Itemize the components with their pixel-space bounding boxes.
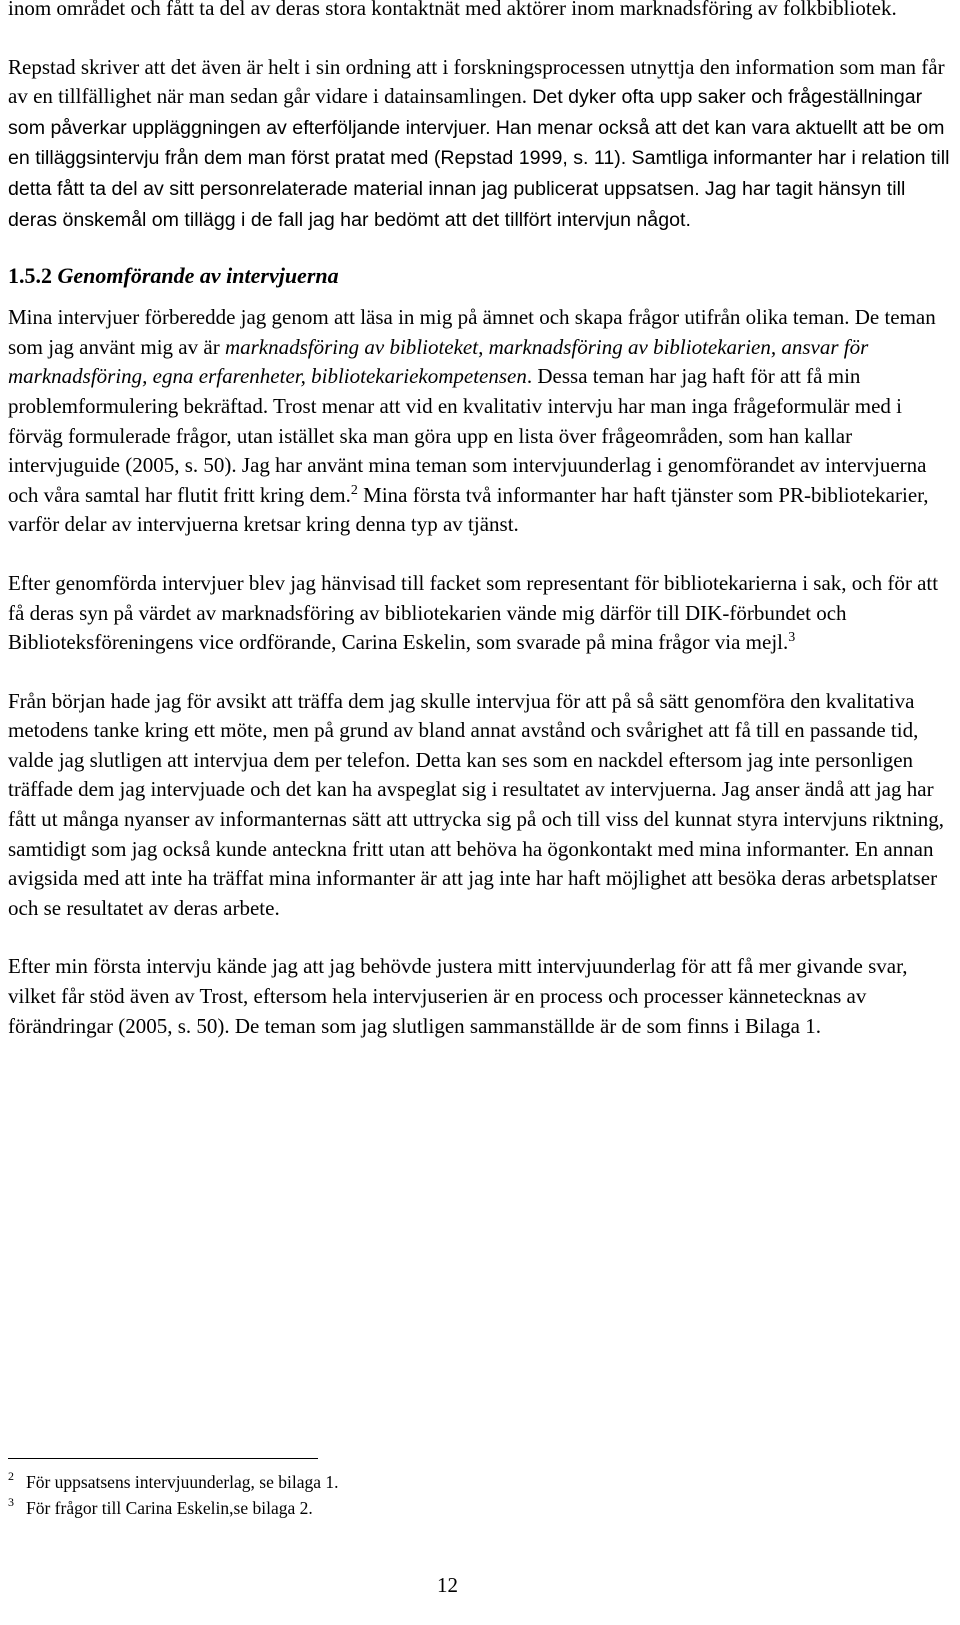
page-number: 12 — [437, 1573, 458, 1597]
footnote-text: För uppsatsens intervjuunderlag, se bilaga 1. — [26, 1472, 339, 1492]
section-heading — [8, 261, 953, 291]
paragraph-adjustment — [8, 952, 953, 1041]
paragraph-text-sans: Det dyker ofta upp saker och frågeställningar som påverkar uppläggningen av efterföljande intervjuer. — [8, 86, 923, 139]
footnote-ref: 3 — [788, 630, 796, 646]
paragraph-union — [8, 569, 953, 658]
footnotes — [8, 1469, 908, 1521]
paragraph-method — [8, 303, 953, 540]
paragraph-text-sans: Jag har tagit hänsyn till deras önskemål om tillägg i de fall jag har bedömt att det tillfört intervjun något. — [8, 177, 906, 231]
themes-italic: marknadsföring av biblioteket, marknadsföring av bibliotekarien, ansvar för marknadsföring, egna erfarenheter, bibliotekariekompetensen — [8, 334, 869, 389]
paragraph-text-sans: Samtliga informanter har i relation till detta fått ta del av sitt personrelaterade material innan jag publicerat uppsatsen. — [8, 147, 950, 200]
paragraph-telephone — [8, 687, 953, 924]
paragraph-text: De teman som jag använt mig av är — [8, 305, 936, 359]
paragraph-text: . Dessa teman har jag haft för att få min problemformulering bekräftad. — [8, 364, 861, 418]
footnote: 3 För frågor till Carina Eskelin,se bilaga 2. — [8, 1495, 313, 1518]
paragraph-text: Trost menar att vid en kvalitativ intervju har man inga frågeformulär med i förväg formulerade frågor, utan istället ska man göra upp en lista över frågeområden, som han kallar intervjuguide (2005, s. 50). — [8, 393, 902, 478]
footnote-text: För frågor till Carina Eskelin,se bilaga 2. — [26, 1498, 313, 1518]
footnote-ref: 2 — [350, 482, 358, 498]
paragraph-text: Jag har använt mina teman som intervjuunderlag i genomförandet av intervjuerna och våra samtal har flutit fritt kring dem. — [8, 453, 927, 507]
footnote-separator — [8, 1458, 318, 1459]
paragraph-text: Från början hade jag för avsikt att träffa dem jag skulle intervjua för att på så sätt genomföra den kvalitativa metodens tanke kring ett möte, men på grund av bland annat avstånd och svårighet att få till en passande tid, valde jag slutligen att intervjua dem per telefon. Detta kan ses som en nackdel eftersom jag inte personligen träffade dem jag intervjuade och det kan ha avspeglat sig i resultatet av intervjuerna. Jag anser ändå att jag har fått ut många nyanser av informanternas sätt att uttrycka sig på och till viss del kunnat styra intervjuns riktning, samtidigt som jag också kunde anteckna fritt utan att behöva ha ögonkontakt med mina informanter. En annan avigsida med att inte ha träffat mina informanter är att jag inte har haft möjlighet att besöka deras arbetsplatser och se resultatet av deras arbete. — [8, 688, 945, 920]
footnote: 2 För uppsatsens intervjuunderlag, se bilaga 1. — [8, 1469, 339, 1492]
page-body — [8, 0, 953, 1041]
section-number: 1.5.2 — [8, 263, 52, 289]
paragraph-text: Efter min första intervju kände jag att jag behövde justera mitt intervjuunderlag för att få mer givande svar, vilket får stöd även av Trost, eftersom hela intervjuserien är en process och processer kännetecknas av förändringar (2005, s. 50). De teman som jag slutligen sammanställde är de som finns i Bilaga 1. — [8, 954, 908, 1038]
paragraph-text: Mina första två informanter har haft tjänster som PR-bibliotekarier, varför delar av intervjuerna kretsar kring denna typ av tjänst. — [8, 482, 929, 537]
paragraph-text: Repstad skriver att det även är helt i sin ordning att i forskningsprocessen utnyttja den information som man får av en tillfällighet när man sedan går vidare i datainsamlingen. — [8, 54, 945, 109]
section-title: Genomförande av intervjuerna — [57, 263, 339, 289]
paragraph-text-sans: Han menar också att det kan vara aktuellt att be om en tilläggsintervju från dem man först pratat med (Repstad 1999, s. 11). — [8, 116, 945, 170]
paragraph-text: Mina intervjuer förberedde jag genom att läsa in mig på ämnet och skapa frågor utifrån olika teman. — [8, 305, 850, 330]
paragraph-repstad — [8, 53, 953, 236]
paragraph-text: Efter genomförda intervjuer blev jag hänvisad till facket som representant för bibliotekarierna i sak, och för att få deras syn på värdet av marknadsföring av bibliotekarien vände mig därför till DIK-förbundet och Biblioteksföreningens vice ordförande, Carina Eskelin, som svarade på mina frågor via mejl. — [8, 570, 939, 655]
paragraph-intro-continued — [8, 0, 953, 24]
paragraph-text: inom området och fått ta del av deras stora kontaktnät med aktörer inom marknadsföring av folkbibliotek. — [8, 0, 897, 20]
